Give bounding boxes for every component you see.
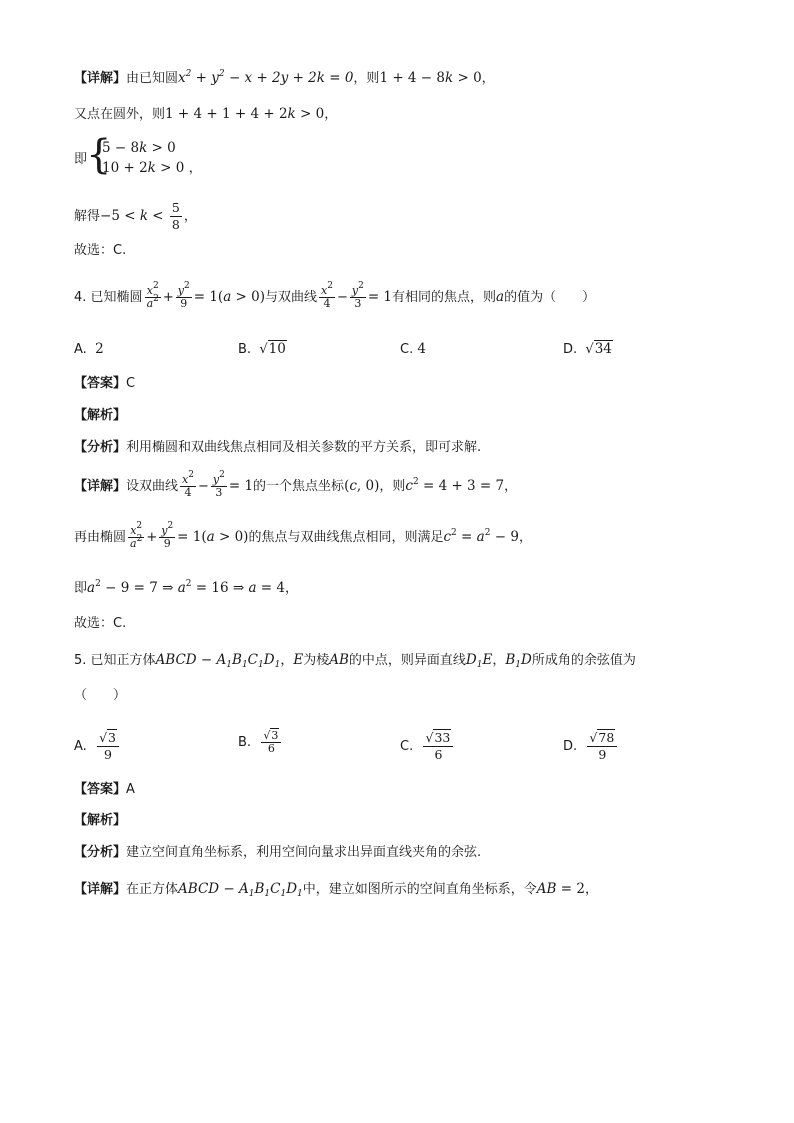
text: 又点在圆外，则	[74, 107, 166, 122]
expr: = 1	[228, 478, 254, 494]
expr: = 1(a > 0)	[193, 289, 265, 305]
point-e: E	[293, 652, 304, 668]
question-number: 5.	[74, 653, 87, 668]
q5-option-b: B. $\frac{√3}{6}$	[238, 730, 283, 755]
range: −5 < k <	[100, 208, 168, 224]
q4-detail-line1: 【详解】设双曲线 $\frac{x^2}{4}$ − $\frac{y^2}{3}$ = 1的一个焦点坐标(c, 0)，则$c^2 = 4 + 3 = 7$，	[74, 470, 518, 499]
q4-option-b: B. √10	[238, 341, 286, 357]
text: ，则	[379, 479, 406, 494]
q4-analysis-label: 【解析】	[74, 408, 127, 423]
text: 与双曲线	[265, 290, 318, 305]
q5-option-c: C. $\frac{√33}{6}$	[400, 730, 455, 763]
text: 在正方体	[126, 882, 179, 897]
fraction: $\frac{y^2}{9}$	[177, 281, 190, 310]
text: 再由椭圆	[74, 530, 127, 545]
fraction: $\frac{y^2}{3}$	[212, 470, 225, 499]
fraction: $\frac{y^2}{3}$	[351, 281, 364, 310]
text: 由已知圆	[126, 71, 179, 86]
text: 即	[74, 152, 88, 167]
text: 所成角的余弦值为	[531, 653, 636, 668]
q4-conclusion: 故选：C.	[74, 616, 127, 631]
line-d1e: $D_1E$	[465, 652, 493, 670]
text: 中，建立如图所示的空间直角坐标系，令	[302, 882, 537, 897]
inequality: 1 + 4 − 8k > 0	[379, 70, 482, 86]
inequality: 1 + 4 + 1 + 4 + 2k > 0	[165, 106, 325, 122]
text: ，	[280, 653, 294, 668]
text: 的焦点与双曲线焦点相同，则满足	[248, 530, 444, 545]
q4-stem: 4. 已知椭圆 $\frac{x^2}{a^2}$ + $\frac{y^2}{9}$ = 1(a > 0)与双曲线 $\frac{x^2}{4}$ − $\frac{y^2}{3}$ = 1有相同的焦点，则a的值为（ ）	[74, 281, 596, 310]
q3-detail-line2: 又点在圆外，则1 + 4 + 1 + 4 + 2k > 0，	[74, 106, 338, 122]
q3-detail-line1: 【详解】由已知圆$x^2 + y^2 - x + 2y + 2k = 0$，则1 + 4 − 8k > 0，	[74, 69, 495, 86]
q5-stem	[74, 650, 636, 671]
fenxi-label: 【分析】	[74, 845, 127, 860]
detail-label: 【详解】	[74, 479, 127, 494]
text: 建立空间直角坐标系，利用空间向量求出异面直线夹角的余弦.	[126, 845, 482, 860]
text: 为棱	[303, 653, 330, 668]
focus-coord: (c, 0)	[344, 478, 380, 494]
fraction: $\frac{y^2}{9}$	[161, 521, 174, 550]
text: 有相同的焦点，则	[392, 290, 497, 305]
line-b1d: $B_1D$	[505, 652, 532, 670]
text: 已知正方体	[90, 653, 156, 668]
q4-option-c: C. 4	[400, 341, 426, 357]
expr: = 1	[367, 289, 393, 305]
expr: AB	[536, 881, 557, 897]
expr: $a^2 - 9 = 7$ ⇒ $a^2 = 16$ ⇒ a = 4	[87, 579, 285, 596]
text: ，	[492, 653, 506, 668]
detail-label: 【详解】	[74, 882, 127, 897]
text: 解得	[74, 209, 101, 224]
q3-conclusion: 故选：C.	[74, 243, 127, 258]
circle-equation: $x^2 + y^2 - x + 2y + 2k = 0$	[178, 69, 354, 86]
q5-paren: （ ）	[74, 688, 127, 703]
text: 的中点，则异面直线	[348, 653, 466, 668]
question-number: 4.	[74, 290, 87, 305]
detail-label: 【详解】	[74, 71, 127, 86]
fraction: $\frac{x^2}{4}$	[182, 470, 194, 499]
answer-value: C	[126, 376, 136, 391]
edge-ab: AB	[329, 652, 349, 668]
fraction: $\frac{x^2}{a^2}$	[146, 281, 159, 310]
q5-option-d: D. $\frac{√78}{9}$	[563, 730, 619, 763]
expr: = 2	[556, 881, 585, 897]
brace-icon: {	[86, 132, 112, 178]
q5-fenxi	[74, 843, 481, 863]
q5-option-a: A. $\frac{√3}{9}$	[74, 730, 121, 763]
answer-value: A	[126, 782, 135, 797]
q5-analysis-label: 【解析】	[74, 813, 127, 828]
text: 设双曲线	[126, 479, 179, 494]
q4-fenxi	[74, 438, 481, 458]
var-a: a	[496, 289, 505, 305]
cube-name: ABCD − $A_1B_1C_1D_1$	[155, 652, 281, 670]
q4-detail-line3: 即$a^2 - 9 = 7$ ⇒ $a^2 = 16$ ⇒ a = 4，	[74, 579, 299, 596]
answer-label: 【答案】	[74, 782, 127, 797]
expr: $c^2 = 4 + 3 = 7$	[405, 477, 505, 494]
fraction: $\frac{x^2}{a^2}$	[130, 521, 143, 550]
text: 的值为（ ）	[504, 290, 596, 305]
q3-system	[74, 132, 274, 182]
q4-answer	[74, 374, 135, 394]
text: ，则	[353, 71, 380, 86]
q5-answer	[74, 780, 135, 800]
q4-option-a: A. 2	[74, 341, 104, 357]
q4-option-d: D. √34	[563, 341, 612, 357]
answer-label: 【答案】	[74, 376, 127, 391]
system-lines: 5 − 8k > 0 10 + 2k > 0 ，	[102, 140, 203, 176]
q3-solve: 解得−5 < k < $\frac{5}{8}$ ，	[74, 200, 197, 232]
fenxi-label: 【分析】	[74, 440, 127, 455]
text: ，	[584, 882, 598, 897]
text: 利用椭圆和双曲线焦点相同及相关参数的平方关系，即可求解.	[126, 440, 482, 455]
fraction: $\frac{x^2}{4}$	[321, 281, 333, 310]
q5-detail	[74, 879, 598, 900]
text: 的一个焦点坐标	[253, 479, 345, 494]
text: 已知椭圆	[90, 290, 143, 305]
q4-detail-line2: 再由椭圆 $\frac{x^2}{a^2}$ + $\frac{y^2}{9}$ = 1(a > 0)的焦点与双曲线焦点相同，则满足$c^2 = a^2 - 9$，	[74, 521, 532, 550]
expr: $c^2 = a^2 - 9$	[443, 528, 519, 545]
fraction: $\frac{5}{8}$	[171, 200, 180, 232]
expr: = 1(a > 0)	[177, 529, 249, 545]
cube-name: ABCD − $A_1B_1C_1D_1$	[178, 881, 303, 899]
text: 即	[74, 581, 88, 596]
